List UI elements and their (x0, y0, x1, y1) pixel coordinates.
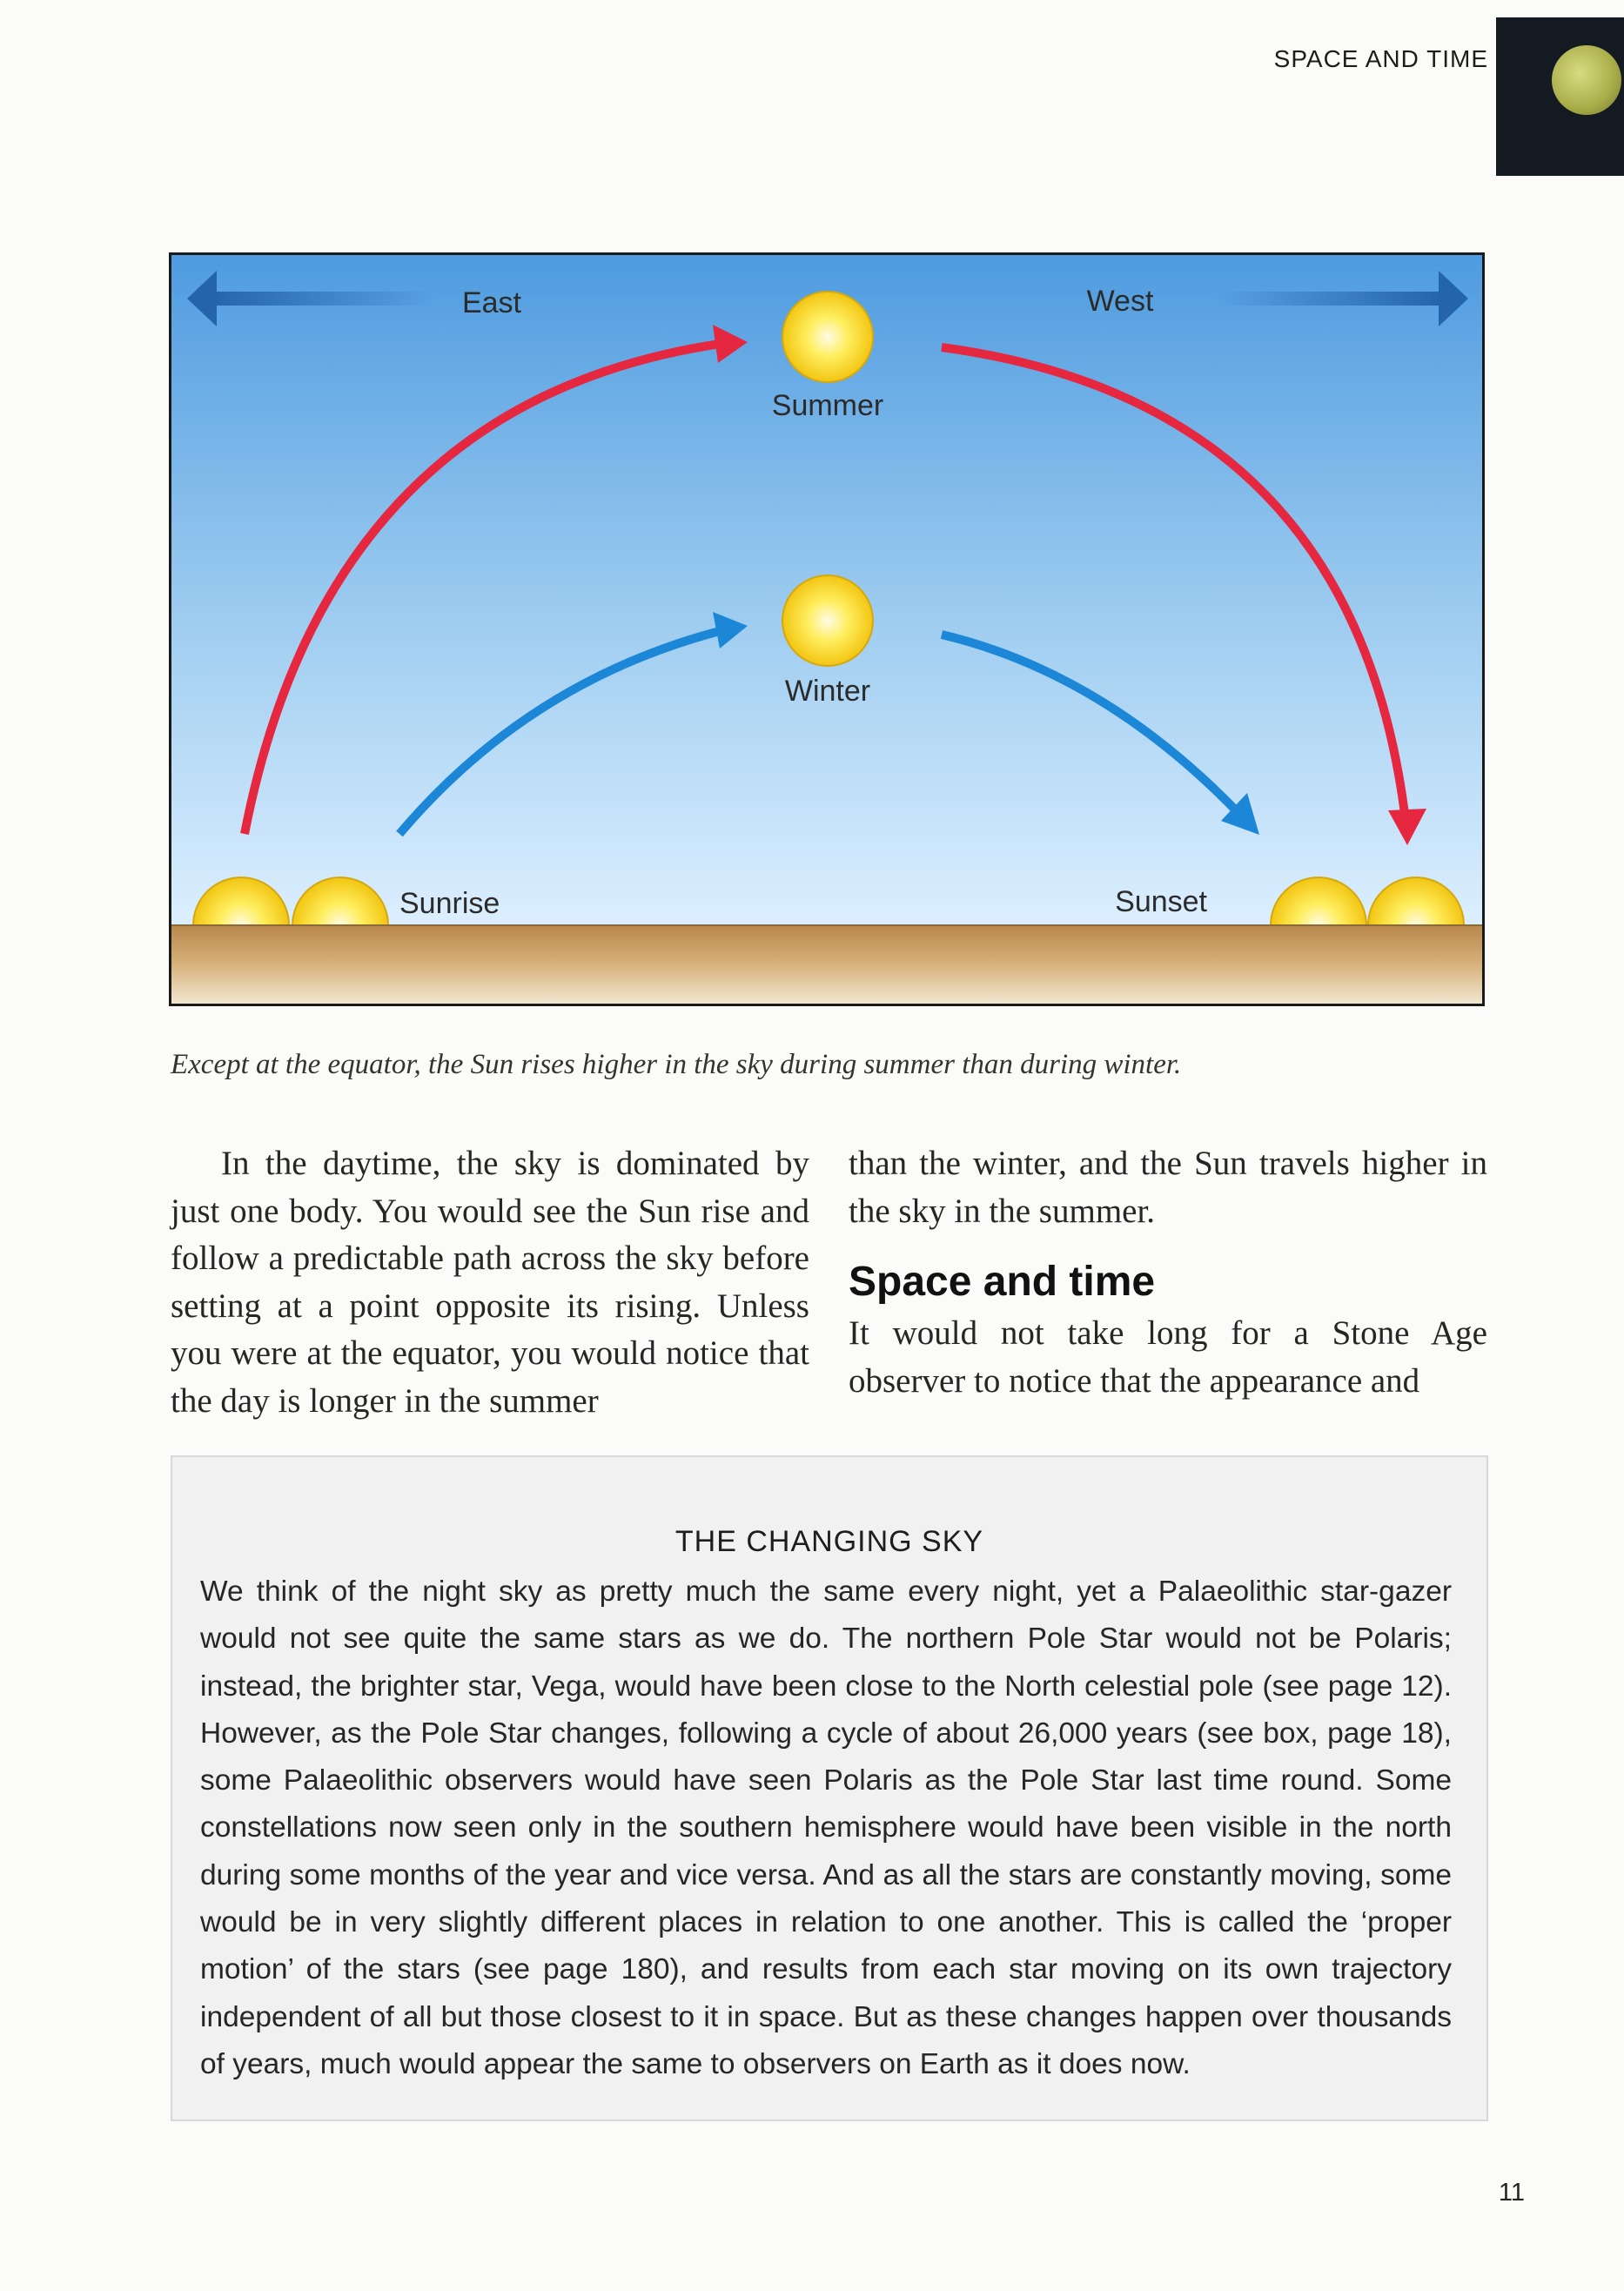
west-label: West (1086, 285, 1154, 318)
winter-label: Winter (784, 675, 871, 708)
body-column-right (849, 1140, 1487, 1405)
sunrise-label: Sunrise (399, 887, 500, 920)
moon-thumbnail (1496, 17, 1624, 176)
intro-paragraph: In the daytime, the sky is dominated by just one body. You would see the Sun rise and follow a predictable path across the sky before setting at a point opposite its rising. Unless you were at the equator, you would notice that the day is longer in the summer (171, 1145, 809, 1420)
sidebar-box (171, 1455, 1488, 2121)
continued-paragraph: than the winter, and the Sun travels higher in the sky in the summer. (849, 1145, 1487, 1230)
section-heading: Space and time (849, 1259, 1156, 1305)
figure-caption: Except at the equator, the Sun rises higher in the sky during summer than during winter. (171, 1049, 1182, 1080)
box-title: THE CHANGING SKY (674, 1525, 984, 1558)
running-header: SPACE AND TIME (1273, 45, 1488, 72)
body-column-left (171, 1140, 809, 1425)
sun-path-diagram (169, 252, 1485, 1006)
summer-sun-icon (782, 292, 873, 382)
section-paragraph: It would not take long for a Stone Age observer to notice that the appearance and (849, 1314, 1487, 1400)
moon-icon (1552, 45, 1621, 115)
box-text: We think of the night sky as pretty much the same every night, yet a Palaeolithic star-gazer would not see quite the same stars as we do. The northern Pole Star would not be Polaris; instead, the brighter star, Vega, would have been close to the North celestial pole (see page 12). However, as the Pole Star changes, following a cycle of about 26,000 years (see box, page 18), some Palaeolithic observers would have seen Polaris as the Pole Star last time round. Some constellations now seen only in the southern hemisphere would have been visible in the north during some months of the year and vice versa. And as all the stars are constantly moving, some would be in very slightly different places in relation to one another. This is called the ‘proper motion’ of the stars (see page 180), and results from each star moving on its own trajectory independent of all but those closest to it in space. But as these changes happen over thousands of years, much would appear the same to observers on Earth as it does now. (200, 1575, 1452, 2080)
summer-label: Summer (771, 389, 884, 422)
winter-sun-icon (782, 575, 873, 666)
page-number: 11 (1498, 2179, 1525, 2207)
ground (171, 925, 1482, 1004)
east-label: East (461, 286, 522, 319)
sunset-label: Sunset (1115, 885, 1207, 918)
